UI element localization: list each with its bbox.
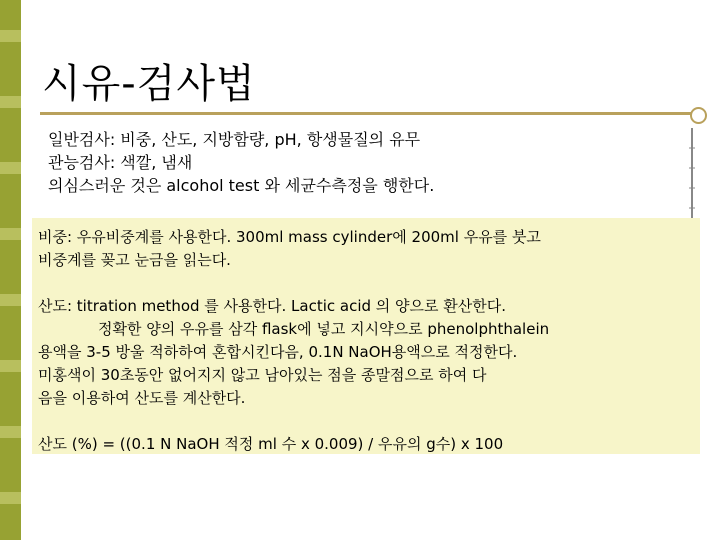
slide-title: 시유-검사법	[42, 61, 256, 107]
acidity-formula: 산도 (%) = ((0.1 N NaOH 적정 ml 수 x 0.009) / 우유의 g수) x 100	[38, 435, 504, 453]
bar-segment	[0, 162, 21, 174]
title-rule	[40, 112, 696, 115]
acidity-line: 음을 이용하여 산도를 계산한다.	[38, 389, 246, 407]
bar-segment	[0, 492, 21, 504]
acidity-line: 정확한 양의 우유를 삼각 flask에 넣고 지시약으로 phenolphthalein	[98, 320, 550, 338]
acidity-line: 용액을 3-5 방울 적하하여 혼합시킨다음, 0.1N NaOH용액으로 적정한다.	[38, 343, 518, 361]
bar-segment	[0, 96, 21, 108]
title-rule-end	[690, 107, 707, 124]
bullet-item: 관능검사: 색깔, 냄새	[48, 153, 193, 172]
detail-text	[38, 226, 549, 456]
bar-segment	[0, 228, 21, 240]
acidity-line: 산도: titration method 를 사용한다. Lactic acid 의 양으로 환산한다.	[38, 297, 507, 315]
bullet-item: 의심스러운 것은 alcohol test 와 세균수측정을 행한다.	[48, 176, 435, 195]
bar-segment	[0, 426, 21, 438]
bar-segment	[0, 360, 21, 372]
acidity-line: 미홍색이 30초동안 없어지지 않고 남아있는 점을 종말점으로 하여 다	[38, 366, 487, 384]
bullet-list	[48, 128, 434, 197]
specific-gravity-line: 비중: 우유비중계를 사용한다. 300ml mass cylinder에 200ml 우유를 붓고	[38, 228, 541, 246]
bullet-item: 일반검사: 비중, 산도, 지방함량, pH, 항생물질의 유무	[48, 130, 421, 149]
bar-segment	[0, 30, 21, 42]
left-accent-bar	[0, 0, 21, 540]
specific-gravity-line: 비중계를 꽂고 눈금을 읽는다.	[38, 251, 231, 269]
bar-segment	[0, 294, 21, 306]
